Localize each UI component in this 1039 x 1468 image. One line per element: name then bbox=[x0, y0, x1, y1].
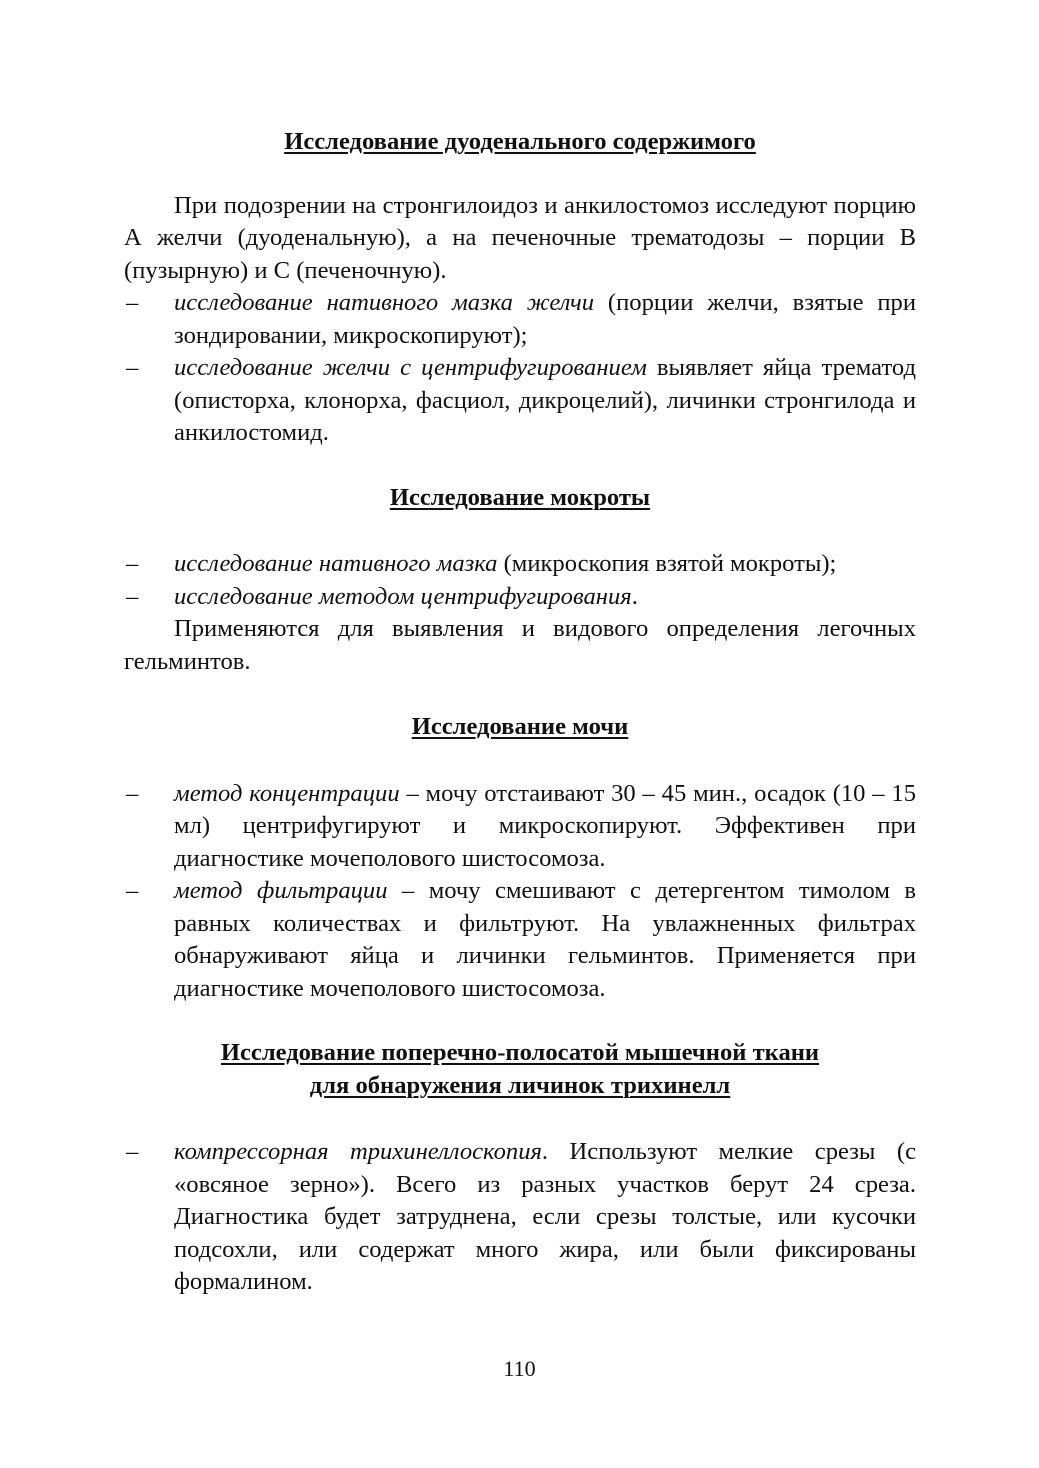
bullet-dash: – bbox=[126, 779, 139, 807]
list-urine bbox=[124, 778, 916, 1006]
section-heading-duodenal: Исследование дуоденального содержимого bbox=[284, 128, 756, 155]
list-item-text: – мочу отстаивают 30 – 45 мин., осадок (10 – 15 мл) центрифугируют и микроскопируют. Эффективен при диагностике мочеполового шистосомоза. bbox=[174, 779, 916, 872]
section-heading-muscle-tissue bbox=[124, 1037, 916, 1102]
list-item-text: . bbox=[631, 582, 638, 610]
list-item-term: исследование нативного мазка bbox=[174, 550, 498, 577]
bullet-dash: – bbox=[126, 877, 139, 904]
list-item-term: метод фильтрации bbox=[174, 877, 388, 904]
list-item-term: исследование методом центрифугирования bbox=[174, 582, 632, 610]
section-heading-sputum: Исследование мокроты bbox=[389, 483, 651, 511]
list-item-term: исследование желчи с центрифугированием bbox=[174, 354, 647, 381]
section-intro-duodenal: При подозрении на стронгилоидоз и анкилостомоз исследуют порцию А желчи (дуоденальную), а на печеночные трематодозы – порции В (пузырную) и С (печеночную). bbox=[124, 191, 916, 284]
list-item-text: выявляет яйца трематод (описторха, клонорха, фасциол, дикроцелий), личинки стронгилода и анкилостомид. bbox=[174, 354, 916, 446]
list-item bbox=[124, 352, 916, 450]
list-item-text: (порции желчи, взятые при зондировании, микроскопируют); bbox=[174, 289, 916, 349]
bullet-dash: – bbox=[126, 1138, 139, 1165]
list-item-term: исследование нативного мазка желчи bbox=[174, 289, 595, 316]
list-item bbox=[124, 287, 916, 352]
list-item bbox=[124, 778, 916, 876]
bullet-dash: – bbox=[126, 550, 139, 577]
page-number: 110 bbox=[503, 1356, 536, 1381]
heading-line: для обнаружения личинок трихинелл bbox=[309, 1071, 731, 1099]
bullet-dash: – bbox=[126, 582, 139, 610]
list-item bbox=[124, 875, 916, 1005]
list-item-text: . Используют мелкие срезы (с «овсяное зерно»). Всего из разных участков берут 24 среза. Диагностика будет затруднена, если срезы толстые, или кусочки подсохли, или содержат много жира, или были фиксированы формалином. bbox=[174, 1138, 916, 1295]
list-duodenal bbox=[124, 287, 916, 450]
list-item bbox=[124, 548, 916, 581]
list-muscle-tissue bbox=[124, 1136, 916, 1299]
bullet-dash: – bbox=[126, 289, 139, 316]
list-item-term: метод концентрации bbox=[174, 779, 400, 807]
bullet-dash: – bbox=[126, 354, 139, 381]
list-item-text: (микроскопия взятой мокроты); bbox=[497, 550, 837, 577]
list-sputum bbox=[124, 548, 916, 613]
list-item bbox=[124, 581, 916, 614]
page-content bbox=[124, 126, 916, 1299]
list-item-term: компрессорная трихинеллоскопия bbox=[174, 1138, 542, 1165]
list-item-text: – мочу смешивают с детергентом тимолом в равных количествах и фильтруют. На увлажненных фильтрах обнаруживают яйца и личинки гельминтов. Применяется при диагностике мочеполового шистосомоза. bbox=[174, 877, 916, 1002]
section-heading-urine: Исследование мочи bbox=[411, 713, 629, 740]
list-item bbox=[124, 1136, 916, 1299]
heading-line: Исследование поперечно-полосатой мышечной ткани bbox=[220, 1039, 820, 1066]
section-outro-sputum: Применяются для выявления и видового определения легочных гельминтов. bbox=[124, 615, 916, 675]
